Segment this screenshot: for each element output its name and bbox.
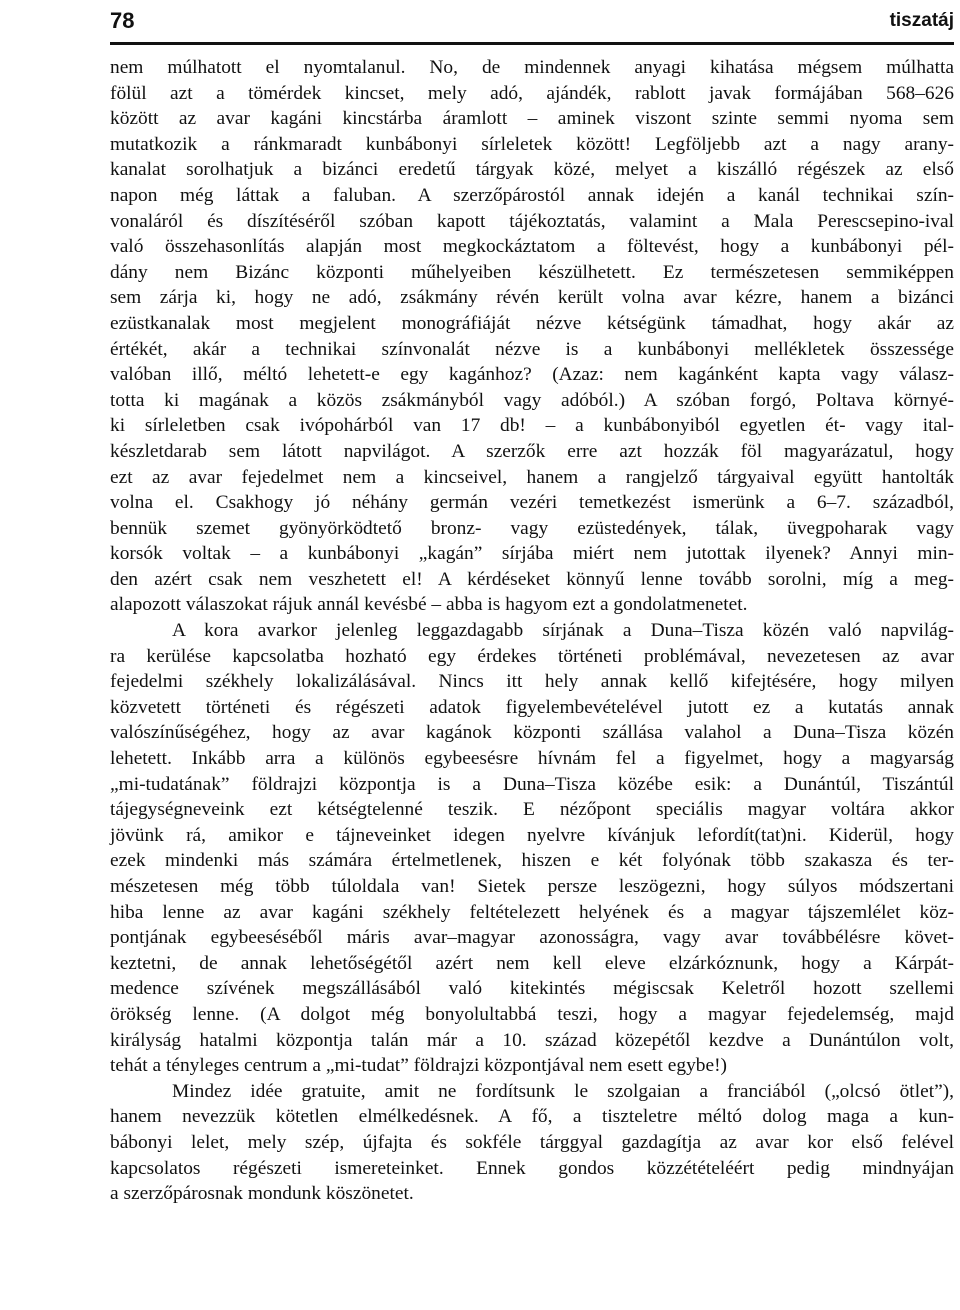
page-header bbox=[110, 4, 954, 45]
page bbox=[110, 0, 954, 1207]
text-line: fejedelmi székhely lokalizálásával. Nincs itt hely annak kellő kifejtésére, hogy milyen bbox=[110, 671, 954, 693]
text-line: tehát a tényleges centrum a „mi-tudat” földrajzi központjával nem esett egybe!) bbox=[110, 1055, 728, 1077]
text-line: hiba lenne az avar kagáni székhely feltételezett helyének és a magyar tájszemlélet köz- bbox=[110, 901, 954, 923]
text-line: totta ki magának a közös zsákmányból vagy adóból.) A szóban forgó, Poltava környé- bbox=[110, 389, 954, 411]
text-line: ki sírleletben csak ivópohárból van 17 db! – a kunbábonyiból egyetlen ét- vagy ital- bbox=[110, 415, 954, 437]
text-line: készletdarab sem látott napvilágot. A szerzők erre azt hozzák föl magyarázatul, hogy bbox=[110, 440, 954, 462]
text-line: örökség lenne. (A dolgot még bonyolultabbá teszi, hogy a magyar fejedelemség, majd bbox=[110, 1003, 954, 1025]
text-line: lehetett. Inkább arra a különös egybeesésre hívnám fel a figyelmet, hogy a magyarság bbox=[110, 748, 954, 770]
text-line: mutatkozik a ránkmaradt kunbábonyi sírleletek között! Legföljebb azt a nagy arany- bbox=[110, 133, 954, 155]
text-line: tájegységneveink ezt kétségtelenné teszik. E nézőpont speciális magyar voltára akkor bbox=[110, 799, 954, 821]
text-line: volna el. Csakhogy jó néhány germán vezéri temetkezést ismerünk a 6–7. századból, bbox=[110, 492, 954, 514]
text-line: dány nem Bizánc központi műhelyeiben készülhetett. Ez természetesen semmiképpen bbox=[110, 261, 954, 283]
text-line: bennük szemet gyönyörködtető bronz- vagy ezüstedények, tálak, üvegpoharak vagy bbox=[110, 517, 954, 539]
text-line: medence szívének megszállásából való kitekintés mégiscsak Keletről hozott szellemi bbox=[110, 978, 954, 1000]
text-line: A kora avarkor jelenleg leggazdagabb sírjának a Duna–Tisza közén való napvilág- bbox=[172, 620, 954, 642]
text-line: keztetni, de annak lehetőségétől azért nem kell eleve elzárkóznunk, hogy a Kárpát- bbox=[110, 952, 954, 974]
page-number: 78 bbox=[110, 8, 135, 33]
text-line: között az avar kagáni kincstárba áramlott – aminek viszont szinte semmi nyoma sem bbox=[110, 108, 954, 130]
text-line: ezek mindenki más számára értelmetlenek, hiszen e két folyónak több szakasza és ter- bbox=[110, 850, 954, 872]
text-line: vonaláról és díszítéséről szóban kapott tájékoztatás, valamint a Mala Perescsepino-ival bbox=[110, 210, 954, 232]
text-line: valóban illő, méltó lehetett-e egy kagánhoz? (Azaz: nem kagánként kapta vagy válasz- bbox=[110, 364, 954, 386]
text-line: ra kerülése kapcsolatba hozható egy érdekes történeti problémával, nevezetesen az avar bbox=[110, 645, 954, 667]
text-line: értékét, akár a technikai színvonalát nézve is a kunbábonyi mellékletek összessége bbox=[110, 338, 954, 360]
text-line: való összehasonlítás alapján most megkockáztatom a föltevést, hogy a kunbábonyi pél- bbox=[110, 236, 954, 258]
text-line: napon még láttak a faluban. A szerzőpárostól annak idején a kanál technikai szín- bbox=[110, 184, 954, 206]
text-line: valószínűségéhez, hogy az avar kagánok központi szállása valahol a Duna–Tisza közén bbox=[110, 722, 954, 744]
text-line: ezt az avar fejedelmet nem a kincseivel, hanem a rangjelző tárgyaival együtt hantolták bbox=[110, 466, 954, 488]
text-line: hanem nevezzük kötetlen elmélkedésnek. A fő, a tiszteletre méltó dolog maga a kun- bbox=[110, 1106, 954, 1128]
text-line: fölül azt a tömérdek kincset, mely adó, ajándék, rablott javak formájában 568–626 bbox=[110, 82, 954, 104]
journal-name: tiszatáj bbox=[889, 10, 954, 31]
text-line: pontjának egybeeséséből máris avar–magyar azonosságra, vagy avar továbbélésre követ- bbox=[110, 927, 954, 949]
text-line: mészetesen még több túloldala van! Sietek persze leszögezni, hogy súlyos módszertani bbox=[110, 876, 954, 897]
text-line: kapcsolatos régészeti ismereteinket. Ennek gondos közzétételéért pedig mindnyájan bbox=[110, 1157, 954, 1179]
text-line: Mindez idée gratuite, amit ne fordítsunk le szolgaian a franciából („olcsó ötlet”), bbox=[172, 1080, 954, 1102]
text-line: korsók voltak – a kunbábonyi „kagán” sírjába miért nem jutottak ilyenek? Annyi min- bbox=[110, 543, 954, 565]
text-line: közvetett történeti és régészeti adatok figyelembevételével jutott ez a kutatás annak bbox=[110, 696, 954, 718]
text-line: „mi-tudatának” földrajzi központja is a Duna–Tisza közébe esik: a Dunántúl, Tiszántúl bbox=[110, 773, 954, 795]
text-line: den azért csak nem veszhetett el! A kérdéseket könnyű lenne tovább sorolni, míg a meg- bbox=[110, 568, 954, 590]
text-line: királyság hatalmi központja talán már a 10. század közepétől kezdve a Dunántúlon volt, bbox=[110, 1029, 954, 1051]
article-body bbox=[110, 55, 954, 1207]
text-line: ezüstkanalak most megjelent monográfiáját nézve kétségünk támadhat, hogy akár az bbox=[110, 312, 954, 334]
text-line: sem zárja ki, hogy ne adó, zsákmány révén került volna avar kézre, hanem a bizánci bbox=[110, 287, 954, 309]
text-line: a szerzőpárosnak mondunk köszönetet. bbox=[110, 1183, 414, 1205]
text-line: alapozott válaszokat rájuk annál kevésbé – abba is hagyom ezt a gondolatmenetet. bbox=[110, 594, 748, 616]
text-line: kanalat sorolhatjuk a bizánci eredetű tárgyak közé, melyet a kiszálló régészek az első bbox=[110, 159, 954, 181]
text-line: nem múlhatott el nyomtalanul. No, de mindennek anyagi kihatása mégsem múlhatta bbox=[110, 57, 954, 78]
text-line: bábonyi lelet, mely szép, újfajta és sokféle tárggyal gazdagítja az avar kor első felével bbox=[110, 1131, 954, 1153]
text-line: jövünk rá, amikor e tájneveinket idegen nyelvre kívánjuk lefordít(tat)ni. Kiderül, hogy bbox=[110, 824, 954, 846]
